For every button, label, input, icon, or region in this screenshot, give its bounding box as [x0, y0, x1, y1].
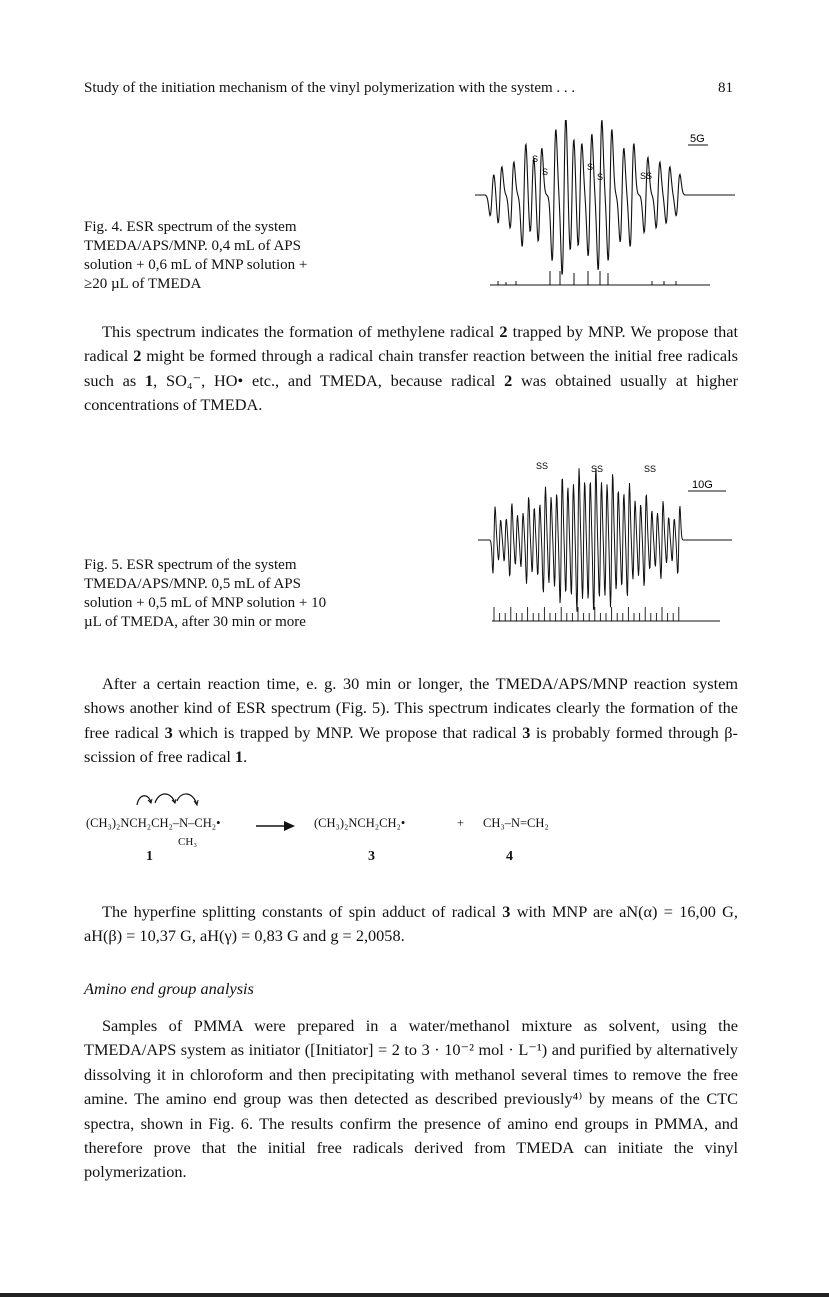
plus-sign: +: [457, 816, 465, 830]
page-number: 81: [718, 80, 733, 96]
compound-number-3: 3: [368, 849, 375, 864]
fig5-s-label: SS: [644, 464, 657, 474]
fig5-scale-label: 10G: [692, 479, 713, 491]
reaction-arrow: [256, 820, 296, 832]
fig4-scale-label: 5G: [690, 133, 705, 145]
fig5-stick-diagram: [492, 607, 720, 621]
fig5-s-label: SS: [536, 461, 549, 471]
fig5-caption: Fig. 5. ESR spectrum of the system TMEDA/APS/MNP. 0,5 mL of APS solution + 0,5 mL of MNP solution + 10 µL of TMEDA, after 30 min or more: [84, 557, 327, 630]
fig4-caption: Fig. 4. ESR spectrum of the system TMEDA/APS/MNP. 0,4 mL of APS solution + 0,6 mL of MNP solution + ≥20 µL of TMEDA: [84, 219, 308, 292]
product-radical: (CH₃)₂NCH₂CH₂•: [314, 816, 406, 830]
fig5-s-label: SS: [591, 464, 604, 474]
section-heading: Amino end group analysis: [84, 979, 254, 998]
fig5-esr-spectrum: [470, 455, 740, 635]
paragraph-3: The hyperfine splitting constants of spin adduct of radical 3 with MNP are aN(α) = 16,00 G, aH(β) = 10,37 G, aH(γ) = 0,83 G and g = 2,0058.: [84, 902, 738, 946]
fig4-s-label: SS: [640, 171, 653, 181]
fig4-stick-diagram: [490, 271, 710, 285]
paragraph-2: After a certain reaction time, e. g. 30 min or longer, the TMEDA/APS/MNP reaction system shows another kind of ESR spectrum (Fig. 5). This spectrum indicates clearly the formation of the free radical 3 which is trapped by MNP. We propose that radical 3 is probably formed through β-scission of free radical 1.: [84, 674, 738, 767]
electron-arrows: [133, 789, 203, 807]
fig4-s-label: S: [587, 162, 594, 172]
fig4-esr-spectrum: [470, 120, 740, 295]
running-title: Study of the initiation mechanism of the vinyl polymerization with the system . . .: [84, 80, 576, 96]
reactant-formula: (CH₃)₂NCH₂CH₂–N–CH₂•: [86, 816, 221, 830]
reactant-methyl: CH₃: [178, 836, 198, 848]
paragraph-4: Samples of PMMA were prepared in a water/methanol mixture as solvent, using the TMEDA/APS system as initiator ([Initiator] = 2 to 3 · 10⁻² mol · L⁻¹) and purified by alternatively dissolving it in chloroform and then precipitating with methanol several times to remove the free amine. The amino end group was then detected as described previously⁴⁾ by means of the CTC spectra, shown in Fig. 6. The results confirm the presence of amino end groups in PMMA, and therefore prove that the initial free radicals derived from TMEDA can initiate the vinyl polymerization.: [84, 1016, 738, 1182]
page-edge-line: [0, 1293, 829, 1297]
paragraph-1: This spectrum indicates the formation of methylene radical 2 trapped by MNP. We propose that radical 2 might be formed through a radical chain transfer reaction between the initial free radicals such as 1, SO₄⁻, HO• etc., and TMEDA, because radical 2 was obtained usually at higher concentrations of TMEDA.: [84, 322, 739, 415]
compound-number-1: 1: [146, 849, 153, 864]
compound-number-4: 4: [506, 849, 513, 864]
fig4-s-label: S: [532, 154, 539, 164]
product-imine: CH₃–N=CH₂: [483, 816, 549, 830]
fig4-s-label: S: [542, 167, 549, 177]
fig4-s-label: S: [597, 172, 604, 182]
